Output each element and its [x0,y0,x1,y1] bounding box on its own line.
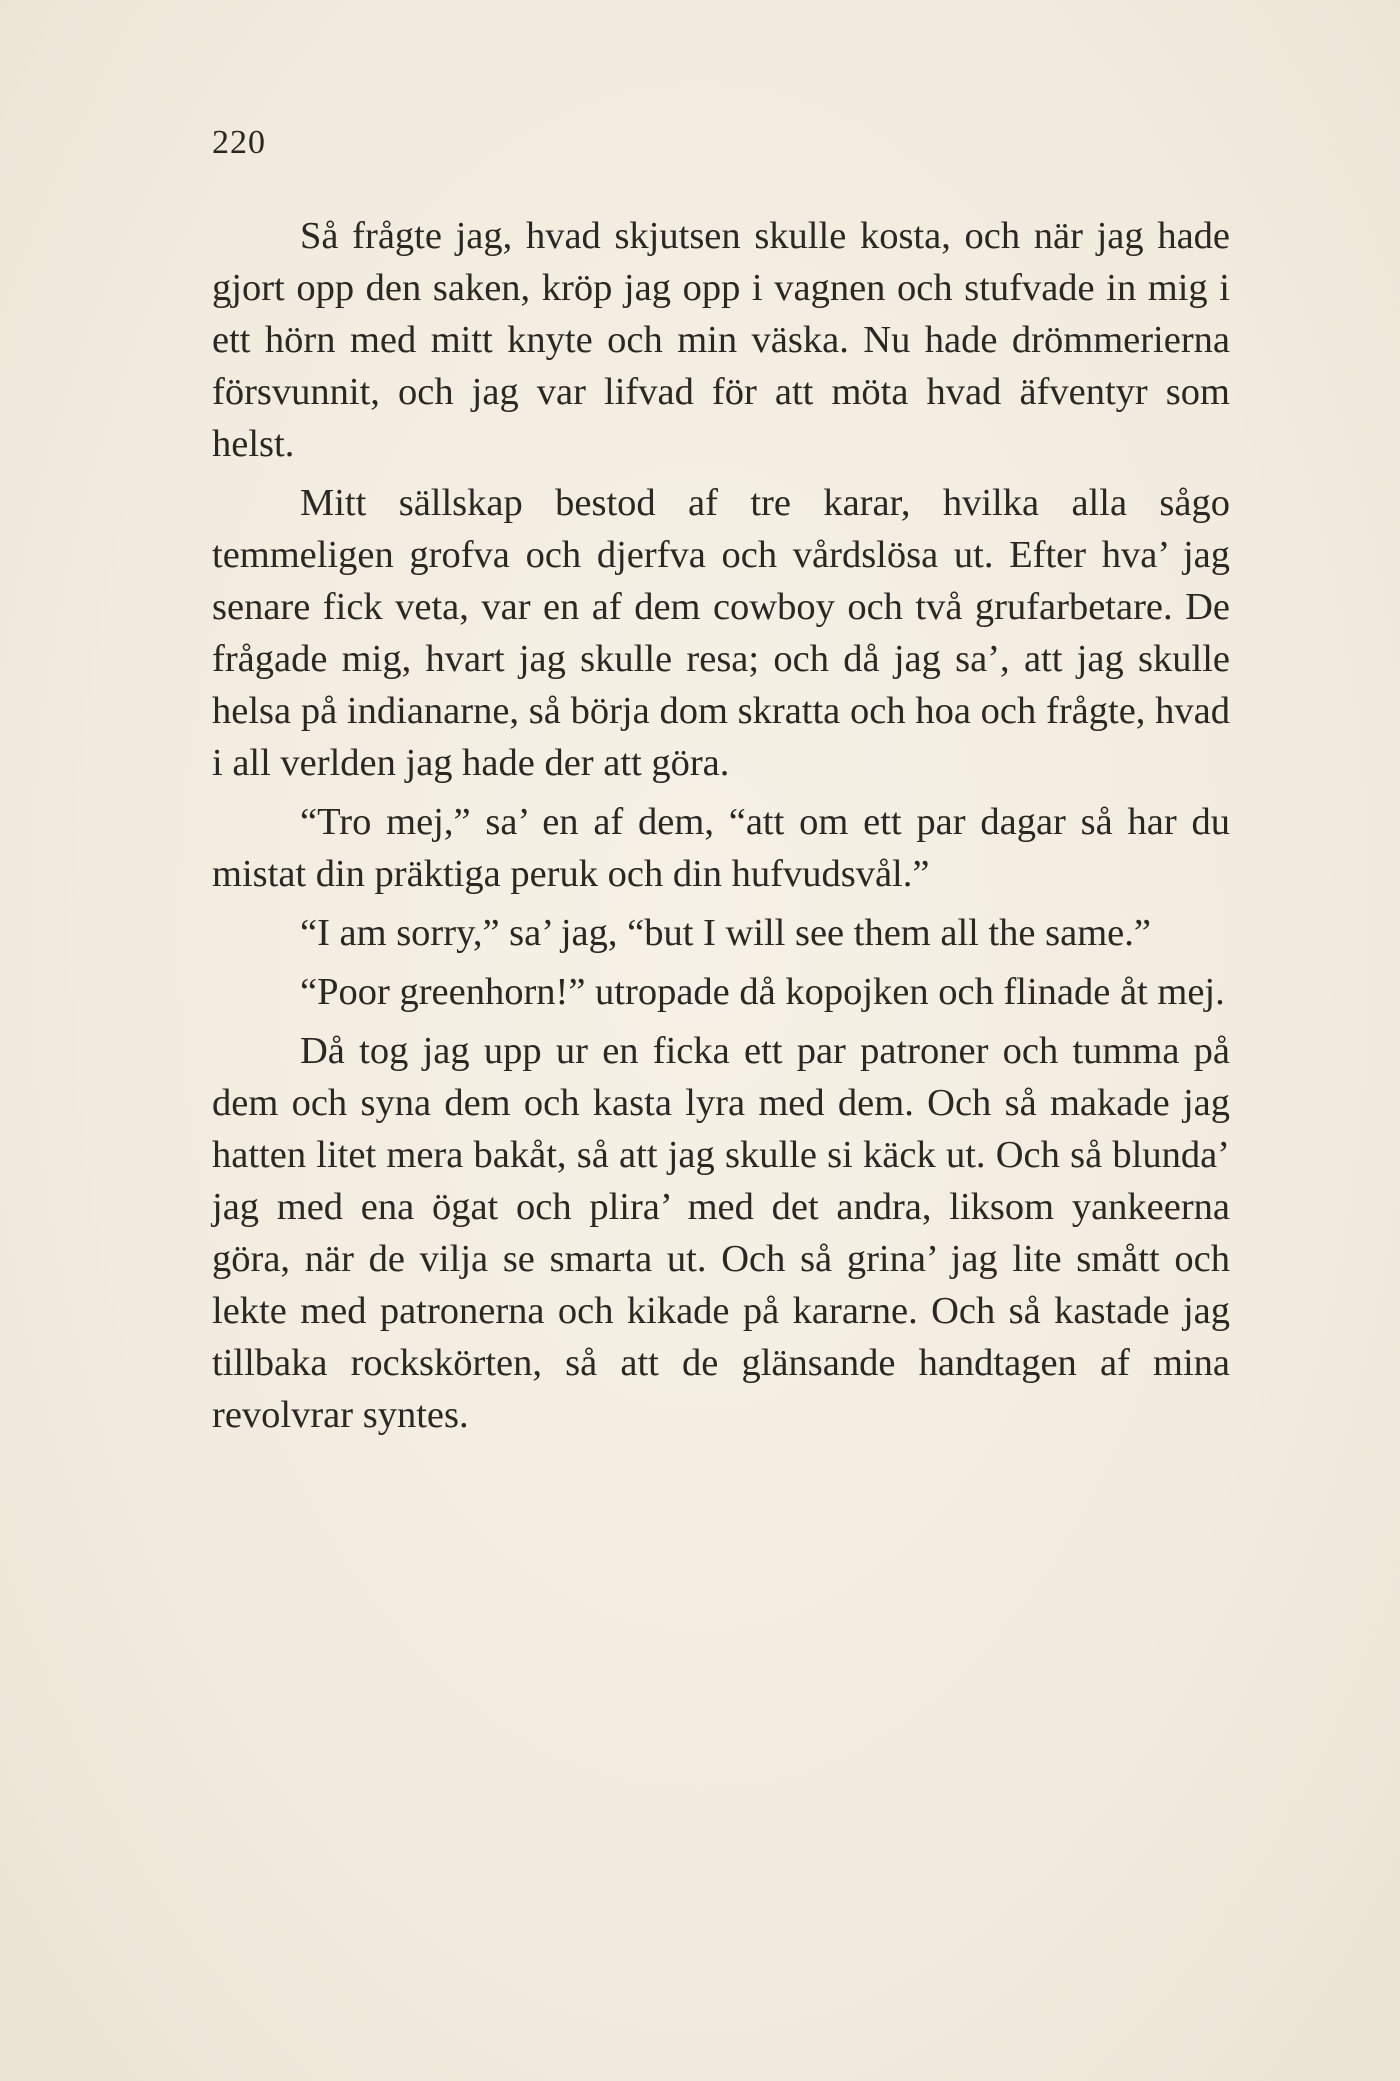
paragraph: Då tog jag upp ur en ficka ett par patroner och tumma på dem och syna dem och kasta lyra med dem. Och så makade jag hatten litet mera bakåt, så att jag skulle si käck ut. Och så blunda’ jag med ena ögat och plira’ med det andra, liksom yankeerna göra, när de vilja se smarta ut. Och så grina’ jag lite smått och lekte med patronerna och kikade på kararne. Och så kastade jag tillbaka rockskörten, så att de glänsande handtagen af mina revolvrar syntes. [212,1030,1230,1436]
paragraph: Mitt sällskap bestod af tre karar, hvilka alla sågo temmeligen grofva och djerfva och vårdslösa ut. Efter hva’ jag senare fick veta, var en af dem cowboy och två grufarbetare. De frågade mig, hvart jag skulle resa; och då jag sa’, att jag skulle helsa på indianarne, så börja dom skratta och hoa och frågte, hvad i all verlden jag hade der att göra. [212,482,1230,784]
body-text [212,210,1230,1448]
paragraph: “I am sorry,” sa’ jag, “but I will see them all the same.” [300,912,1151,954]
paragraph: Så frågte jag, hvad skjutsen skulle kosta, och när jag hade gjort opp den saken, kröp jag opp i vagnen och stufvade in mig i ett hörn med mitt knyte och min väska. Nu hade drömmerierna försvunnit, och jag var lifvad för att möta hvad äfventyr som helst. [212,215,1230,465]
page-number: 220 [212,124,266,161]
paragraph: “Tro mej,” sa’ en af dem, “att om ett par dagar så har du mistat din präktiga peruk och din hufvudsvål.” [212,801,1230,895]
paragraph: “Poor greenhorn!” utropade då kopojken och flinade åt mej. [300,971,1225,1013]
